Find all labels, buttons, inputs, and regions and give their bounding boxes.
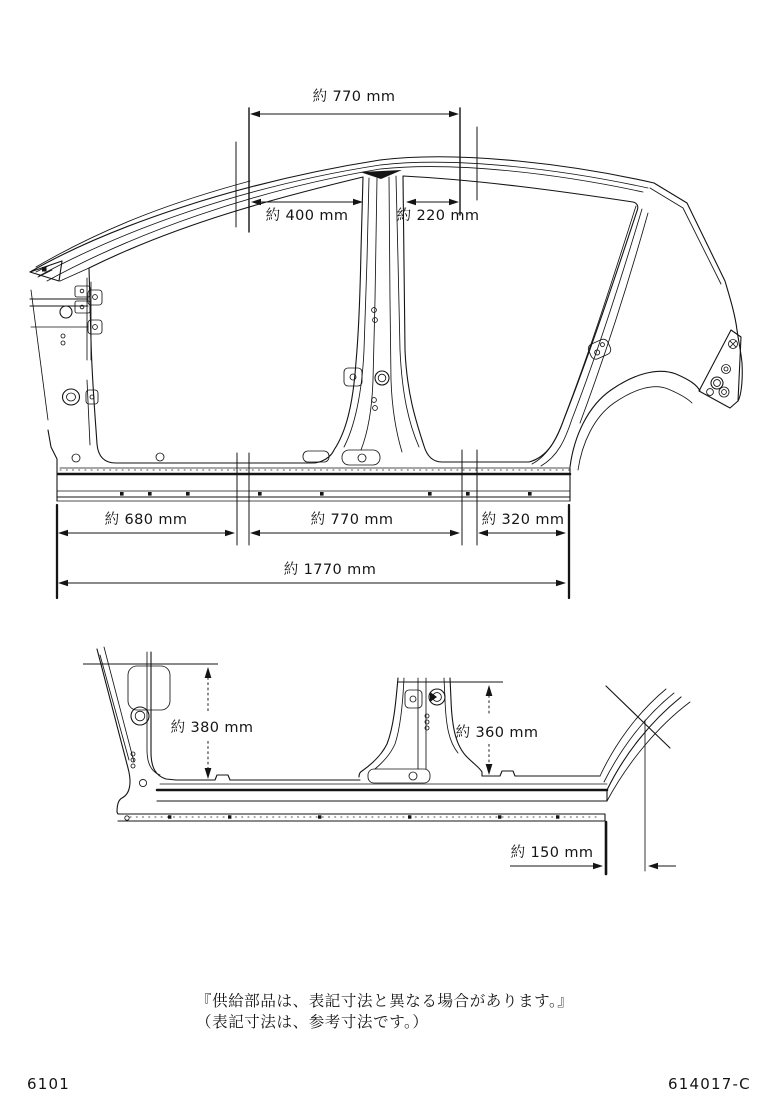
dim-rear-rocker: [478, 511, 566, 536]
dim-label-center-pillar-to-rear: 約 220 mm: [396, 208, 480, 224]
dim-label-roof-section: 約 770 mm: [312, 89, 396, 105]
lower-diagram: [83, 647, 690, 874]
footer: [27, 1075, 751, 1093]
dim-label-overall-length: 約 1770 mm: [283, 562, 377, 578]
dim-front-rocker: [58, 511, 235, 536]
dim-label-rear-rocker-end: 約 150 mm: [510, 845, 594, 861]
dim-roof-to-center-pillar: [251, 199, 363, 224]
dim-overall-length: [58, 561, 566, 586]
dim-label-roof-to-center-pillar: 約 400 mm: [265, 208, 349, 224]
dim-label-center-pillar-height: 約 360 mm: [455, 725, 539, 741]
dim-rear-rocker-end: [510, 720, 676, 874]
dim-center-pillar-to-rear: [397, 199, 480, 224]
notes: [196, 991, 573, 1031]
dim-front-pillar-height: [83, 664, 253, 779]
body-side-panel-drawing: [30, 157, 742, 501]
upper-dimensions: [58, 88, 566, 586]
figure-code: 614017-C: [668, 1075, 751, 1093]
dim-label-center-rocker: 約 770 mm: [310, 512, 394, 528]
dim-center-pillar-height: [398, 682, 538, 775]
page-code: 6101: [27, 1075, 70, 1093]
dim-roof-section: [250, 88, 459, 117]
dim-label-rear-rocker: 約 320 mm: [481, 512, 565, 528]
note-line-2: （表記寸法は、参考寸法です。）: [196, 1013, 429, 1031]
dim-label-front-pillar-height: 約 380 mm: [170, 720, 254, 736]
note-line-1: 『供給部品は、表記寸法と異なる場合があります。』: [196, 992, 574, 1010]
dim-center-rocker: [250, 511, 460, 536]
upper-diagram: [30, 88, 742, 598]
dim-label-front-rocker: 約 680 mm: [104, 512, 188, 528]
